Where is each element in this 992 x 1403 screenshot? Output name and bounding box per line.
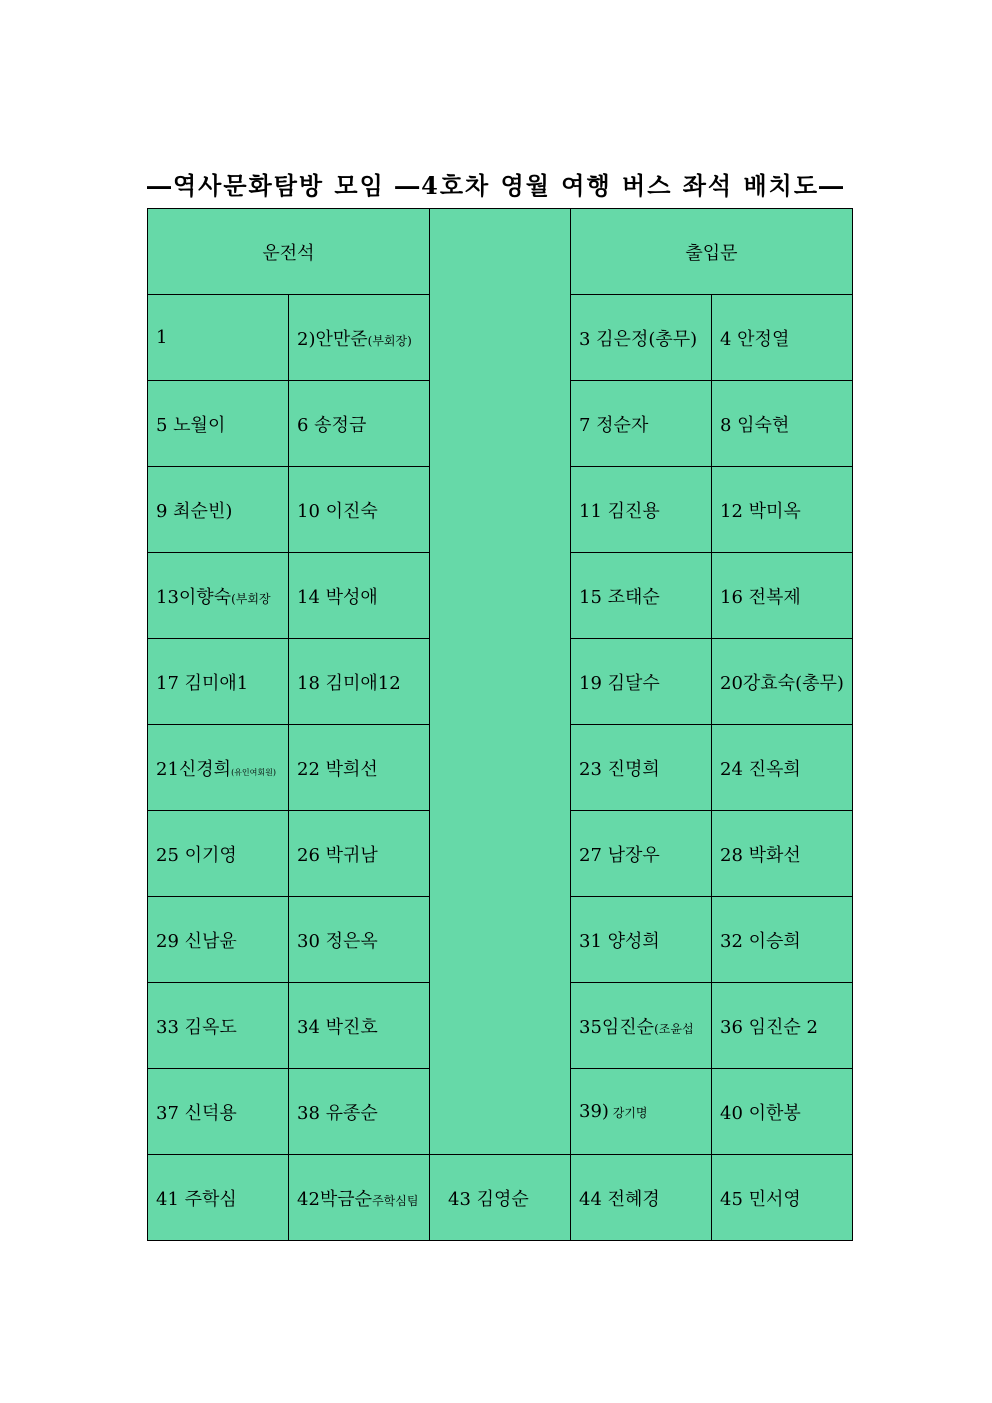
seat-cell (289, 553, 430, 639)
seat-label: 5 노월이 (156, 414, 226, 436)
seat-cell (148, 811, 289, 897)
seat-cell (148, 897, 289, 983)
seat-cell (289, 983, 430, 1069)
seat-label: 15 조태순 (579, 586, 660, 608)
seat-cell (712, 295, 853, 381)
seat-note: 강기명 (608, 1106, 648, 1120)
seat-label: 31 양성희 (579, 930, 660, 952)
seat-label: 39) (579, 1101, 609, 1122)
seat-label: 8 임숙현 (720, 414, 790, 436)
seat-label: 13이향숙 (156, 586, 232, 608)
seat-cell (712, 639, 853, 725)
seat-cell (571, 639, 712, 725)
seat-label: 16 전복제 (720, 586, 801, 608)
seat-note: (조윤섭 (654, 1021, 694, 1036)
entrance-label: 출입문 (571, 209, 853, 295)
seat-cell (148, 1155, 289, 1241)
seat-label: 30 정은옥 (297, 930, 378, 952)
seat-label: 44 전혜경 (579, 1188, 660, 1210)
seat-label: 36 임진순 2 (720, 1016, 818, 1038)
seat-note: 주학심팀 (372, 1193, 419, 1208)
seat-label: 42박금순 (297, 1188, 373, 1210)
seat-cell (571, 295, 712, 381)
seat-cell (712, 983, 853, 1069)
seat-cell (571, 983, 712, 1069)
seat-cell (571, 1155, 712, 1241)
page-title: ―역사문화탐방 모임 ―4호차 영월 여행 버스 좌석 배치도― (146, 171, 846, 200)
seat-cell (712, 1155, 853, 1241)
seat-cell (289, 1069, 430, 1155)
seat-label: 29 신남윤 (156, 930, 237, 952)
seat-label: 17 김미애1 (156, 672, 249, 694)
seat-label: 32 이승희 (720, 930, 801, 952)
seat-label: 43 김영순 (448, 1188, 529, 1210)
seat-cell (571, 725, 712, 811)
seat-cell (712, 467, 853, 553)
seat-label: 20강효숙(총무) (720, 672, 844, 694)
seat-label: 27 남장우 (579, 844, 660, 866)
seat-label: 40 이한봉 (720, 1102, 801, 1124)
aisle (430, 209, 571, 1155)
seat-cell (289, 725, 430, 811)
seat-label: 7 정순자 (579, 414, 649, 436)
seat-cell (289, 467, 430, 553)
seat-cell (712, 553, 853, 639)
seat-label: 24 진옥희 (720, 758, 801, 780)
seat-label: 4 안정열 (720, 328, 790, 350)
seat-label: 6 송정금 (297, 414, 367, 436)
seat-cell (571, 897, 712, 983)
seat-cell (289, 639, 430, 725)
seat-label: 26 박귀남 (297, 844, 378, 866)
seat-label: 3 김은정(총무) (579, 328, 698, 350)
seat-label: 1 (156, 327, 168, 348)
seat-cell (289, 381, 430, 467)
seat-label: 38 유종순 (297, 1102, 378, 1124)
seat-cell (571, 467, 712, 553)
seat-cell (712, 811, 853, 897)
seat-cell (712, 897, 853, 983)
seat-label: 10 이진숙 (297, 500, 378, 522)
seat-label: 45 민서영 (720, 1188, 801, 1210)
seat-cell (712, 1069, 853, 1155)
seat-label: 9 최순빈) (156, 500, 233, 522)
seat-label: 37 신덕용 (156, 1102, 237, 1124)
seat-cell (289, 295, 430, 381)
seat-note: (부회장 (231, 591, 271, 606)
seat-cell (289, 811, 430, 897)
seat-label: 22 박희선 (297, 758, 378, 780)
seat-label: 12 박미옥 (720, 500, 801, 522)
seat-label: 2)안만준 (297, 328, 368, 350)
seat-label: 11 김진용 (579, 500, 660, 522)
seat-label: 14 박성애 (297, 586, 378, 608)
seat-cell (148, 1069, 289, 1155)
seat-note: (유인여회원) (231, 767, 276, 777)
seat-cell (148, 295, 289, 381)
seat-cell (148, 553, 289, 639)
seat-label: 18 김미애12 (297, 672, 401, 694)
seat-cell (148, 639, 289, 725)
seat-label: 35임진순 (579, 1016, 655, 1038)
seat-cell (712, 725, 853, 811)
seat-label: 28 박화선 (720, 844, 801, 866)
seat-cell (148, 725, 289, 811)
seat-label: 41 주학심 (156, 1188, 237, 1210)
seat-label: 19 김달수 (579, 672, 660, 694)
seat-cell (430, 1155, 571, 1241)
seat-cell (148, 381, 289, 467)
seat-cell (148, 467, 289, 553)
seat-label: 34 박진호 (297, 1016, 378, 1038)
seat-cell (571, 381, 712, 467)
driver-seat-label: 운전석 (148, 209, 430, 295)
seat-label: 23 진명희 (579, 758, 660, 780)
back-row (148, 1155, 853, 1241)
seat-cell (571, 553, 712, 639)
header-row (148, 209, 853, 295)
seat-cell (571, 1069, 712, 1155)
seat-chart (147, 208, 853, 1241)
seat-label: 33 김옥도 (156, 1016, 237, 1038)
seat-note: (부회장) (367, 333, 412, 348)
seat-cell (289, 897, 430, 983)
seat-cell (712, 381, 853, 467)
seat-cell (289, 1155, 430, 1241)
seat-label: 21신경희 (156, 758, 232, 780)
seat-label: 25 이기영 (156, 844, 237, 866)
seat-cell (571, 811, 712, 897)
seat-cell (148, 983, 289, 1069)
